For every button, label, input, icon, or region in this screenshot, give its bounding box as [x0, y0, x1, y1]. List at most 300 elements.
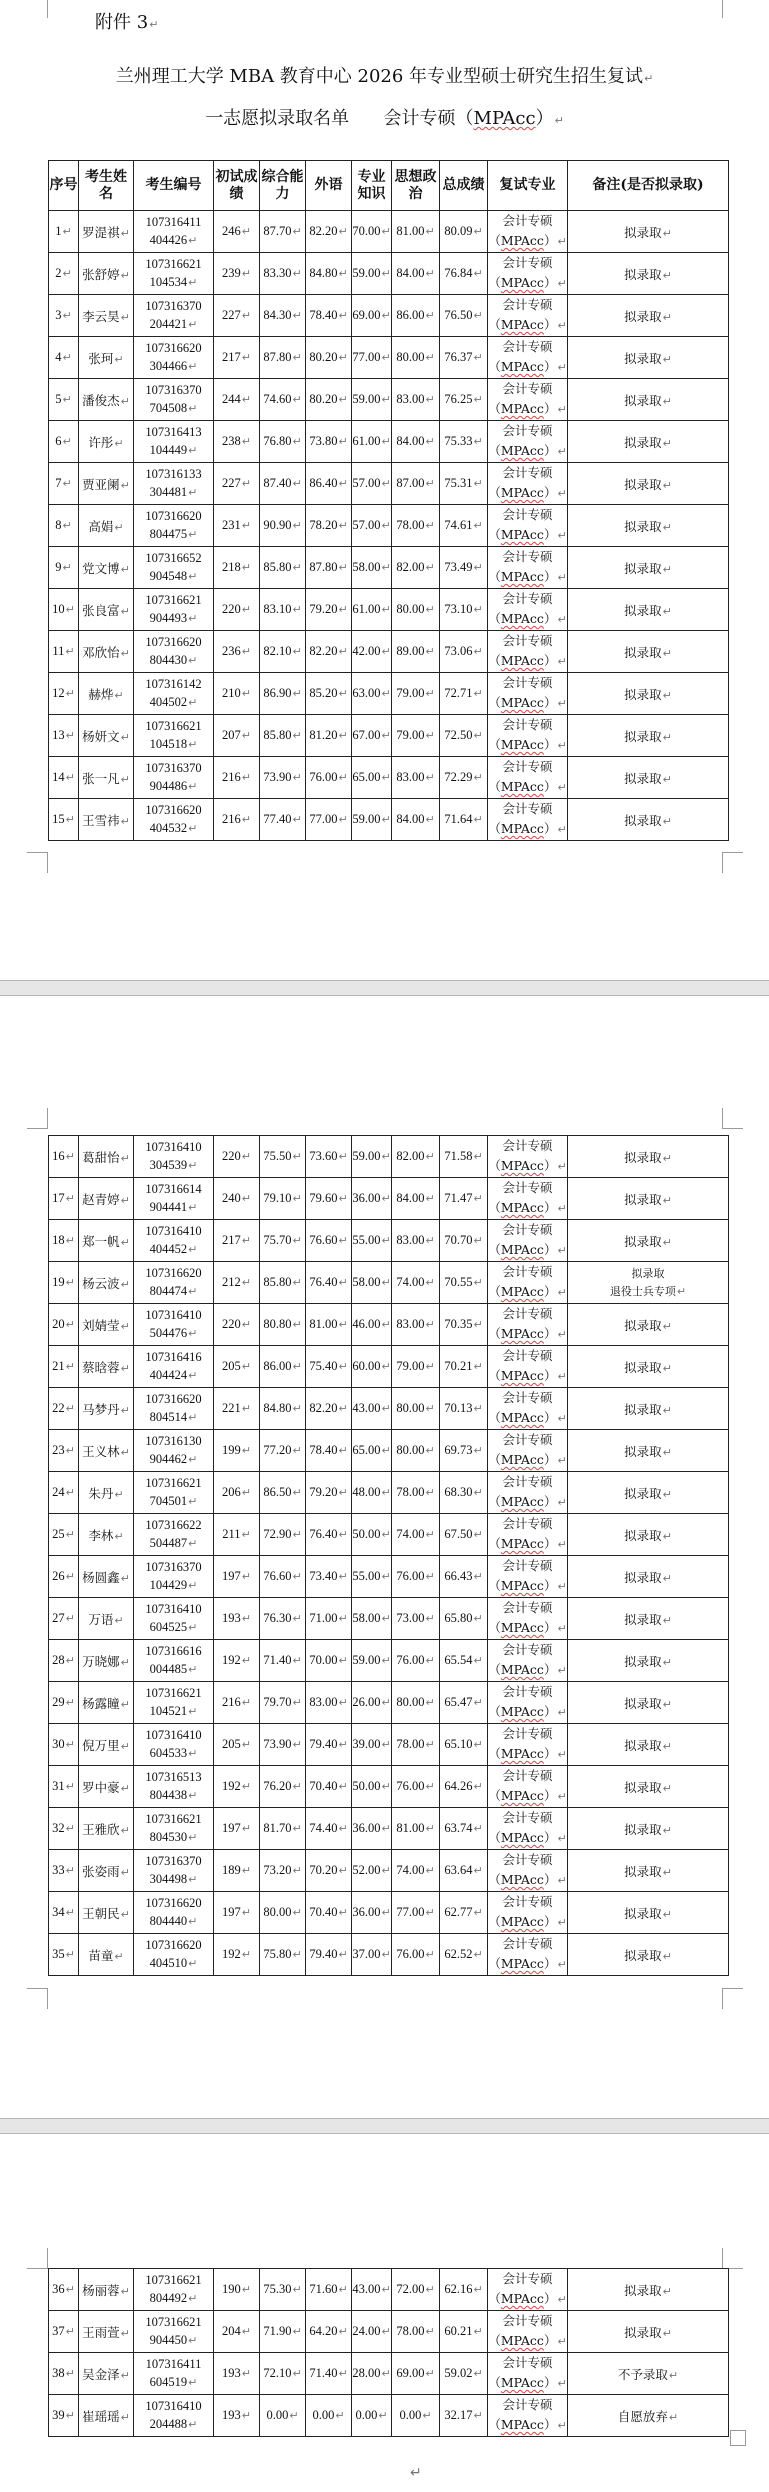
paren: （ — [488, 1452, 501, 1467]
cell-political — [392, 1598, 440, 1640]
paragraph-mark: ↵ — [338, 519, 348, 532]
paragraph-mark: ↵ — [473, 1738, 483, 1751]
paragraph-mark: ↵ — [473, 1612, 483, 1625]
political-value: 87.00 — [396, 476, 425, 490]
professional-value: 59.00 — [352, 1653, 381, 1667]
header-id: 考生编号 — [134, 161, 214, 211]
major-value: 会计专硕 — [502, 1474, 553, 1489]
cell-professional — [352, 1346, 392, 1388]
major-value: 会计专硕 — [502, 1642, 553, 1657]
name-value: 郑一帆 — [82, 1233, 120, 1249]
paragraph-mark: ↵ — [241, 2325, 251, 2338]
initial-value: 197 — [222, 1905, 241, 1919]
total-value: 74.61 — [444, 518, 473, 532]
table-row — [49, 1388, 729, 1430]
name-value: 张姿雨 — [82, 1863, 120, 1879]
paren: ） — [543, 443, 557, 458]
cell-initial — [214, 1724, 260, 1766]
cell-name — [79, 1346, 134, 1388]
cell-name — [79, 589, 134, 631]
paragraph-mark: ↵ — [292, 1444, 302, 1457]
paragraph-mark: ↵ — [557, 403, 567, 416]
cell-political — [392, 463, 440, 505]
paragraph-mark: ↵ — [381, 1864, 391, 1877]
cell-id — [134, 1934, 214, 1976]
id-value-b: 804492 — [149, 2291, 188, 2305]
paragraph-mark: ↵ — [120, 310, 130, 324]
political-value: 79.00 — [396, 728, 425, 742]
political-value: 80.00 — [396, 1401, 425, 1415]
cell-political — [392, 505, 440, 547]
professional-value: 65.00 — [352, 770, 381, 784]
total-value: 63.74 — [444, 1821, 473, 1835]
cell-seq — [49, 1472, 79, 1514]
major-abbr: MPAcc — [500, 821, 544, 836]
cell-id — [134, 1850, 214, 1892]
comprehensive-value: 86.00 — [263, 1359, 292, 1373]
paren: ） — [543, 1620, 557, 1635]
cell-foreign — [306, 1892, 352, 1934]
cell-major — [488, 1178, 568, 1220]
cell-major — [488, 463, 568, 505]
cell-seq — [49, 2395, 79, 2437]
cell-initial — [214, 1514, 260, 1556]
foreign-value: 79.60 — [309, 1191, 338, 1205]
cell-initial — [214, 1766, 260, 1808]
seq-value: 2 — [55, 266, 62, 280]
name-value: 万语 — [88, 1611, 114, 1627]
paragraph-mark: ↵ — [120, 1403, 130, 1417]
professional-value: 59.00 — [352, 266, 381, 280]
paragraph-mark: ↵ — [335, 2409, 345, 2422]
cell-professional — [352, 2395, 392, 2437]
cell-name — [79, 505, 134, 547]
paragraph-mark: ↵ — [662, 2326, 672, 2340]
cell-major — [488, 295, 568, 337]
paragraph-mark: ↵ — [662, 2284, 672, 2298]
id-value-b: 104449 — [149, 443, 188, 457]
id-value-b: 904486 — [149, 779, 188, 793]
name-value: 李林 — [88, 1527, 114, 1543]
name-value: 葛甜怡 — [82, 1149, 120, 1165]
cell-id — [134, 1892, 214, 1934]
cell-comprehensive — [260, 631, 306, 673]
table-row — [49, 673, 729, 715]
paragraph-mark: ↵ — [425, 519, 435, 532]
paren: ） — [543, 317, 557, 332]
paren: ） — [543, 1410, 557, 1425]
table-row — [49, 463, 729, 505]
attachment-label: 附件 3↵ — [95, 12, 159, 33]
initial-value: 221 — [222, 1401, 241, 1415]
initial-value: 238 — [222, 434, 241, 448]
paragraph-mark: ↵ — [381, 225, 391, 238]
paren: （ — [488, 485, 501, 500]
paragraph-mark: ↵ — [381, 267, 391, 280]
cell-comprehensive — [260, 1850, 306, 1892]
crop-mark — [27, 1988, 48, 2009]
seq-value: 8 — [55, 518, 62, 532]
paragraph-mark: ↵ — [662, 1193, 672, 1207]
paren: ） — [543, 1200, 557, 1215]
comprehensive-value: 80.00 — [263, 1905, 292, 1919]
paragraph-mark: ↵ — [473, 1444, 483, 1457]
paragraph-mark: ↵ — [114, 436, 124, 450]
political-value: 69.00 — [396, 2366, 425, 2380]
political-value: 80.00 — [396, 1443, 425, 1457]
professional-value: 58.00 — [352, 1611, 381, 1625]
cell-note — [568, 463, 729, 505]
name-value: 杨圆鑫 — [82, 1569, 120, 1585]
paragraph-mark: ↵ — [381, 603, 391, 616]
cell-foreign — [306, 799, 352, 841]
cell-seq — [49, 1766, 79, 1808]
note-value: 拟录取 — [624, 1695, 662, 1711]
foreign-value: 71.00 — [309, 1611, 338, 1625]
table-row — [49, 1556, 729, 1598]
name-value: 张舒婷 — [82, 266, 120, 282]
cell-total — [440, 463, 488, 505]
major-abbr: MPAcc — [500, 1200, 544, 1215]
name-value: 张珂 — [88, 350, 114, 366]
cell-political — [392, 2311, 440, 2353]
paragraph-mark: ↵ — [292, 2367, 302, 2380]
cell-foreign — [306, 1178, 352, 1220]
note-value: 拟录取 — [624, 728, 662, 744]
paren: ） — [543, 1158, 557, 1173]
paragraph-mark: ↵ — [425, 1192, 435, 1205]
foreign-value: 76.00 — [309, 770, 338, 784]
total-value: 62.16 — [444, 2282, 473, 2296]
total-value: 72.29 — [444, 770, 473, 784]
paragraph-mark: ↵ — [241, 1654, 251, 1667]
cell-note — [568, 547, 729, 589]
paragraph-mark: ↵ — [381, 1318, 391, 1331]
cell-foreign — [306, 463, 352, 505]
paragraph-mark: ↵ — [557, 1160, 567, 1173]
id-value-b: 104521 — [149, 1704, 188, 1718]
name-value: 杨露瞳 — [82, 1695, 120, 1711]
comprehensive-value: 87.40 — [263, 476, 292, 490]
cell-total — [440, 1934, 488, 1976]
cell-initial — [214, 1892, 260, 1934]
paragraph-mark: ↵ — [241, 351, 251, 364]
professional-value: 43.00 — [352, 1401, 381, 1415]
name-value: 王雪祎 — [82, 812, 120, 828]
total-value: 72.71 — [444, 686, 473, 700]
cell-note — [568, 1808, 729, 1850]
major-abbr: MPAcc — [500, 1536, 544, 1551]
cell-id — [134, 1766, 214, 1808]
paragraph-mark: ↵ — [292, 435, 302, 448]
paragraph-mark: ↵ — [473, 2367, 483, 2380]
note-value: 拟录取 — [624, 1443, 662, 1459]
name-value: 吴金泽 — [82, 2366, 120, 2382]
major-abbr: MPAcc — [500, 1284, 544, 1299]
total-value: 71.64 — [444, 812, 473, 826]
cell-initial — [214, 1346, 260, 1388]
cell-name — [79, 2269, 134, 2311]
note-value: 拟录取 — [624, 686, 662, 702]
table-row — [49, 1262, 729, 1304]
major-abbr: MPAcc — [500, 2291, 544, 2306]
cell-seq — [49, 1598, 79, 1640]
cell-total — [440, 715, 488, 757]
table-resize-handle[interactable] — [730, 2430, 746, 2446]
paragraph-mark: ↵ — [557, 781, 567, 794]
cell-major — [488, 1388, 568, 1430]
major-value: 会计专硕 — [502, 1810, 553, 1825]
paragraph-mark: ↵ — [557, 277, 567, 290]
paragraph-mark: ↵ — [188, 444, 198, 457]
name-value: 邓欣怡 — [82, 644, 120, 660]
table-row — [49, 2311, 729, 2353]
paren: （ — [488, 1956, 501, 1971]
paragraph-mark: ↵ — [381, 1360, 391, 1373]
paragraph-mark: ↵ — [662, 1697, 672, 1711]
cell-total — [440, 1304, 488, 1346]
id-value-a: 107316411 — [145, 215, 202, 229]
cell-major — [488, 211, 568, 253]
cell-comprehensive — [260, 799, 306, 841]
id-value-a: 107316621 — [145, 1812, 202, 1826]
paragraph-mark: ↵ — [292, 1822, 302, 1835]
paren: ） — [543, 695, 557, 710]
paragraph-mark: ↵ — [662, 1529, 672, 1543]
cell-political — [392, 1766, 440, 1808]
cell-total — [440, 2311, 488, 2353]
major-value: 会计专硕 — [502, 759, 553, 774]
major-value: 会计专硕 — [502, 213, 553, 228]
paragraph-mark: ↵ — [338, 1780, 348, 1793]
total-value: 72.50 — [444, 728, 473, 742]
total-value: 76.84 — [444, 266, 473, 280]
major-value: 会计专硕 — [502, 381, 553, 396]
professional-value: 57.00 — [352, 476, 381, 490]
cell-professional — [352, 211, 392, 253]
cell-foreign — [306, 2269, 352, 2311]
major-value: 会计专硕 — [502, 1264, 553, 1279]
cell-political — [392, 1178, 440, 1220]
cell-major — [488, 1304, 568, 1346]
cell-foreign — [306, 1346, 352, 1388]
paragraph-mark: ↵ — [338, 771, 348, 784]
paragraph-mark: ↵ — [188, 1285, 198, 1298]
foreign-value: 81.20 — [309, 728, 338, 742]
cell-initial — [214, 1304, 260, 1346]
paragraph-mark: ↵ — [292, 393, 302, 406]
paragraph-mark: ↵ — [62, 561, 72, 574]
paragraph-mark: ↵ — [381, 1402, 391, 1415]
paren: （ — [488, 1746, 501, 1761]
seq-value: 16 — [52, 1149, 65, 1163]
table-row — [49, 1724, 729, 1766]
cell-id — [134, 2395, 214, 2437]
paragraph-mark: ↵ — [473, 645, 483, 658]
cell-name — [79, 1934, 134, 1976]
initial-value: 207 — [222, 728, 241, 742]
comprehensive-value: 85.80 — [263, 728, 292, 742]
cell-initial — [214, 2395, 260, 2437]
seq-value: 38 — [52, 2366, 65, 2380]
professional-value: 50.00 — [352, 1527, 381, 1541]
cell-name — [79, 1178, 134, 1220]
seq-value: 12 — [52, 686, 65, 700]
cell-foreign — [306, 2353, 352, 2395]
paragraph-mark: ↵ — [292, 771, 302, 784]
cell-note — [568, 1934, 729, 1976]
id-value-b: 004485 — [149, 1662, 188, 1676]
cell-foreign — [306, 589, 352, 631]
cell-total — [440, 421, 488, 463]
cell-comprehensive — [260, 1430, 306, 1472]
crop-mark — [722, 1108, 743, 1129]
political-value: 78.00 — [396, 2324, 425, 2338]
cell-comprehensive — [260, 421, 306, 463]
cell-total — [440, 1472, 488, 1514]
seq-value: 31 — [52, 1779, 65, 1793]
paragraph-mark: ↵ — [473, 1864, 483, 1877]
note-value: 拟录取 — [624, 560, 662, 576]
cell-id — [134, 1472, 214, 1514]
note-value: 拟录取 — [624, 602, 662, 618]
cell-id — [134, 589, 214, 631]
paragraph-mark: ↵ — [62, 393, 72, 406]
paragraph-mark: ↵ — [473, 519, 483, 532]
cell-major — [488, 337, 568, 379]
note-value: 拟录取 — [624, 1317, 662, 1333]
initial-value: 236 — [222, 644, 241, 658]
paragraph-mark: ↵ — [381, 1528, 391, 1541]
header-note: 备注(是否拟录取) — [568, 161, 729, 211]
paren: （ — [488, 2333, 501, 2348]
crop-mark — [722, 852, 743, 873]
paragraph-mark: ↵ — [381, 1234, 391, 1247]
cell-political — [392, 757, 440, 799]
total-value: 71.47 — [444, 1191, 473, 1205]
cell-major — [488, 1682, 568, 1724]
paragraph-mark: ↵ — [338, 1234, 348, 1247]
professional-value: 36.00 — [352, 1821, 381, 1835]
political-value: 72.00 — [396, 2282, 425, 2296]
header-foreign: 外语 — [306, 161, 352, 211]
total-value: 70.55 — [444, 1275, 473, 1289]
initial-value: 231 — [222, 518, 241, 532]
id-value-a: 107316620 — [145, 1392, 202, 1406]
paragraph-mark: ↵ — [120, 394, 130, 408]
paragraph-mark: ↵ — [557, 2419, 567, 2432]
name-value: 李云昊 — [82, 308, 120, 324]
cell-foreign — [306, 673, 352, 715]
cell-note — [568, 421, 729, 463]
paragraph-mark: ↵ — [422, 2409, 432, 2422]
admission-table-page-1 — [48, 160, 729, 841]
paragraph-mark: ↵ — [425, 1738, 435, 1751]
political-value: 81.00 — [396, 224, 425, 238]
professional-value: 43.00 — [352, 2282, 381, 2296]
paragraph-mark: ↵ — [241, 1780, 251, 1793]
cell-foreign — [306, 1514, 352, 1556]
seq-value: 4 — [55, 350, 62, 364]
paragraph-mark: ↵ — [338, 351, 348, 364]
paragraph-mark: ↵ — [292, 477, 302, 490]
paragraph-mark: ↵ — [241, 1696, 251, 1709]
paragraph-mark: ↵ — [188, 1789, 198, 1802]
professional-value: 37.00 — [352, 1947, 381, 1961]
paragraph-mark: ↵ — [241, 687, 251, 700]
cell-political — [392, 295, 440, 337]
paragraph-mark: ↵ — [425, 1654, 435, 1667]
cell-foreign — [306, 1640, 352, 1682]
cell-id — [134, 673, 214, 715]
note-value: 拟录取 — [624, 1233, 662, 1249]
cell-total — [440, 1850, 488, 1892]
cell-note — [568, 1514, 729, 1556]
paragraph-mark: ↵ — [114, 1487, 124, 1501]
cell-note — [568, 631, 729, 673]
foreign-value: 70.40 — [309, 1905, 338, 1919]
major-abbr: MPAcc — [500, 1746, 544, 1761]
professional-value: 36.00 — [352, 1191, 381, 1205]
paragraph-mark: ↵ — [425, 687, 435, 700]
paragraph-mark: ↵ — [241, 1276, 251, 1289]
cell-id — [134, 1598, 214, 1640]
initial-value: 192 — [222, 1779, 241, 1793]
paragraph-mark: ↵ — [676, 1284, 687, 1298]
id-value-a: 107316413 — [145, 425, 202, 439]
initial-value: 193 — [222, 2366, 241, 2380]
cell-comprehensive — [260, 211, 306, 253]
initial-value: 216 — [222, 812, 241, 826]
comprehensive-value: 0.00 — [266, 2408, 289, 2422]
paragraph-mark: ↵ — [292, 1486, 302, 1499]
cell-professional — [352, 421, 392, 463]
paren: （ — [488, 1578, 501, 1593]
political-value: 76.00 — [396, 1569, 425, 1583]
paragraph-mark: ↵ — [473, 1486, 483, 1499]
paragraph-mark: ↵ — [662, 604, 672, 618]
cell-note — [568, 1136, 729, 1178]
paragraph-mark: ↵ — [292, 603, 302, 616]
paragraph-mark: ↵ — [292, 1780, 302, 1793]
political-value: 82.00 — [396, 560, 425, 574]
professional-value: 61.00 — [352, 602, 381, 616]
paragraph-mark: ↵ — [425, 351, 435, 364]
paragraph-mark: ↵ — [292, 1192, 302, 1205]
paragraph-mark: ↵ — [557, 697, 567, 710]
cell-foreign — [306, 631, 352, 673]
paragraph-mark: ↵ — [425, 1150, 435, 1163]
paragraph-mark: ↵ — [65, 2283, 75, 2296]
document-title: 兰州理工大学 MBA 教育中心 2026 年专业型硕士研究生招生复试↵ — [115, 66, 654, 87]
cell-major — [488, 589, 568, 631]
cell-foreign — [306, 2311, 352, 2353]
paragraph-mark: ↵ — [338, 2283, 348, 2296]
paragraph-mark: ↵ — [381, 309, 391, 322]
paragraph-mark: ↵ — [188, 1579, 198, 1592]
id-value-b: 104534 — [149, 275, 188, 289]
paren: ） — [543, 1452, 557, 1467]
cell-seq — [49, 799, 79, 841]
paren: ） — [543, 527, 557, 542]
cell-professional — [352, 2311, 392, 2353]
id-value-a: 107316410 — [145, 1308, 202, 1322]
paragraph-mark: ↵ — [425, 1906, 435, 1919]
cell-professional — [352, 1262, 392, 1304]
foreign-value: 78.40 — [309, 308, 338, 322]
paragraph-mark: ↵ — [557, 571, 567, 584]
comprehensive-value: 72.10 — [263, 2366, 292, 2380]
